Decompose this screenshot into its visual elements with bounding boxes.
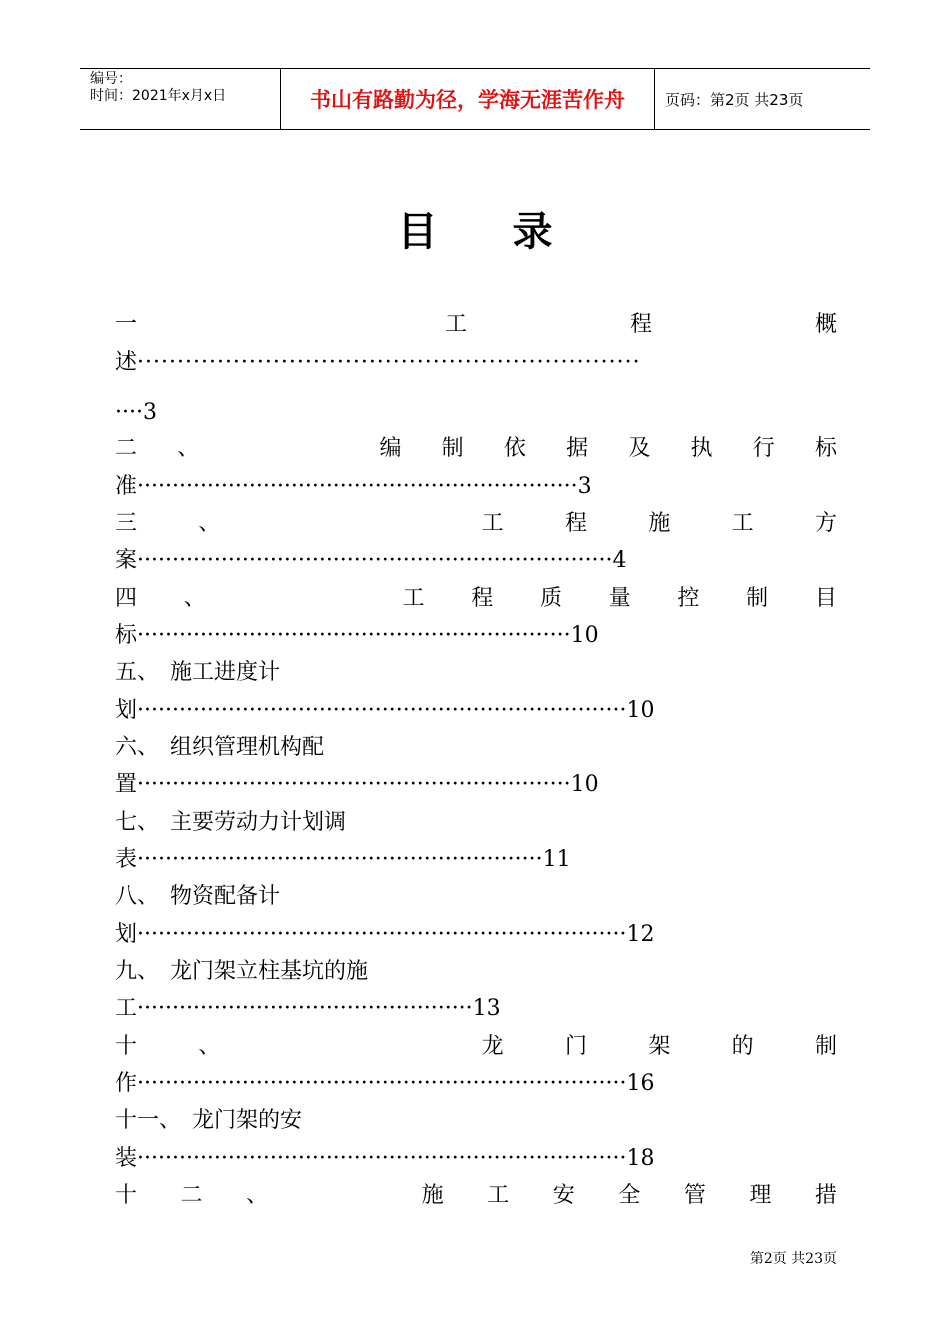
toc-entry-3-line-1[interactable] <box>115 509 837 539</box>
toc-char: 四 <box>115 586 138 611</box>
toc-entry-6-line-1[interactable]: 六、 组织管理机构配 <box>115 735 325 760</box>
toc-entry-8-line-1[interactable]: 八、 物资配备计 <box>115 884 281 909</box>
toc-entry-4-line-1[interactable] <box>115 584 837 614</box>
toc-char: 门 <box>564 1034 587 1059</box>
toc-entry-11-line-1[interactable]: 十一、 龙门架的安 <box>115 1108 303 1133</box>
toc-char: 、 <box>246 1183 269 1208</box>
toc-char: 行 <box>752 436 775 461</box>
toc-char: 施 <box>421 1183 444 1208</box>
toc-entry-1-title: 一 工 程 概 <box>115 312 837 337</box>
toc-entry-2-line-1[interactable] <box>115 434 837 464</box>
toc-entry-5-line-2: 划······································································10 <box>115 698 655 723</box>
header-motto: 书山有路勤为径，学海无涯苦作舟 <box>281 69 655 129</box>
toc-char: 工 <box>487 1183 510 1208</box>
toc-entry-9-line-2: 工················································13 <box>115 996 501 1021</box>
toc-char: 执 <box>690 436 713 461</box>
toc-char: 工 <box>481 511 504 536</box>
toc-char: 量 <box>608 586 631 611</box>
toc-entry-1-line-1[interactable] <box>115 310 837 340</box>
toc-char: 的 <box>731 1034 754 1059</box>
toc-entry-7-line-1[interactable]: 七、 主要劳动力计划调 <box>115 810 347 835</box>
toc-leader-dots: ······························································· <box>137 350 641 375</box>
toc-entry-4-line-2: 标······························································10 <box>115 623 599 648</box>
toc-char: 十 <box>115 1034 138 1059</box>
toc-char: 、 <box>198 511 221 536</box>
page-header <box>80 68 870 130</box>
toc-char: 二 <box>180 1183 203 1208</box>
toc-char: 方 <box>814 511 837 536</box>
header-meta <box>80 69 281 129</box>
toc-char: 架 <box>648 1034 671 1059</box>
toc-char: 三 <box>115 511 138 536</box>
toc-char: 工 <box>402 586 425 611</box>
document-date-label: 时间：2021年x月x日 <box>90 88 227 104</box>
toc-char: 制 <box>441 436 464 461</box>
toc-entry-8-line-2: 划······································································12 <box>115 922 655 947</box>
toc-entry-6-line-2: 置······························································10 <box>115 772 599 797</box>
toc-entry-5-line-1[interactable]: 五、 施工进度计 <box>115 660 281 685</box>
toc-char: 、 <box>177 436 200 461</box>
toc-char: 制 <box>746 586 769 611</box>
toc-char: 据 <box>566 436 589 461</box>
toc-char: 程 <box>471 586 494 611</box>
toc-char: 、 <box>183 586 206 611</box>
toc-entry-1-line-2 <box>115 348 837 378</box>
toc-char: 依 <box>503 436 526 461</box>
toc-entry-2-line-2: 准·······························································3 <box>115 474 592 499</box>
toc-char: 目 <box>814 586 837 611</box>
toc-entry-10-line-2: 作······································································16 <box>115 1071 655 1096</box>
toc-entry-3-line-2: 案····································································4 <box>115 548 627 573</box>
toc-entry-9-line-1[interactable]: 九、 龙门架立柱基坑的施 <box>115 959 369 984</box>
toc-entry-1-page: ····3 <box>115 400 157 425</box>
toc-char: 管 <box>683 1183 706 1208</box>
toc-char: 施 <box>648 511 671 536</box>
toc-char: 措 <box>814 1183 837 1208</box>
toc-char: 标 <box>814 436 837 461</box>
toc-char: 及 <box>628 436 651 461</box>
toc-char: 、 <box>198 1034 221 1059</box>
toc-char: 程 <box>564 511 587 536</box>
toc-entry-7-line-2: 表··························································11 <box>115 847 571 872</box>
toc-char: 工 <box>731 511 754 536</box>
toc-char: 安 <box>552 1183 575 1208</box>
toc-entry-12-line-1[interactable] <box>115 1181 837 1211</box>
toc-char: 制 <box>814 1034 837 1059</box>
document-number-label: 编号： <box>90 71 132 87</box>
toc-char: 理 <box>749 1183 772 1208</box>
toc-entry-1-head: 述 <box>115 350 138 375</box>
header-page-number: 页码：第2页 共23页 <box>665 90 804 109</box>
toc-entry-10-line-1[interactable] <box>115 1032 837 1062</box>
toc-char: 质 <box>539 586 562 611</box>
toc-char: 十 <box>115 1183 138 1208</box>
page-title: 目录 <box>397 209 628 255</box>
toc-entry-11-line-2: 装······································································18 <box>115 1146 655 1171</box>
toc-char: 控 <box>677 586 700 611</box>
toc-char: 二 <box>115 436 138 461</box>
page-footer: 第2页 共23页 <box>749 1251 837 1267</box>
toc-char: 编 <box>379 436 402 461</box>
toc-char: 全 <box>618 1183 641 1208</box>
toc-char: 龙 <box>481 1034 504 1059</box>
